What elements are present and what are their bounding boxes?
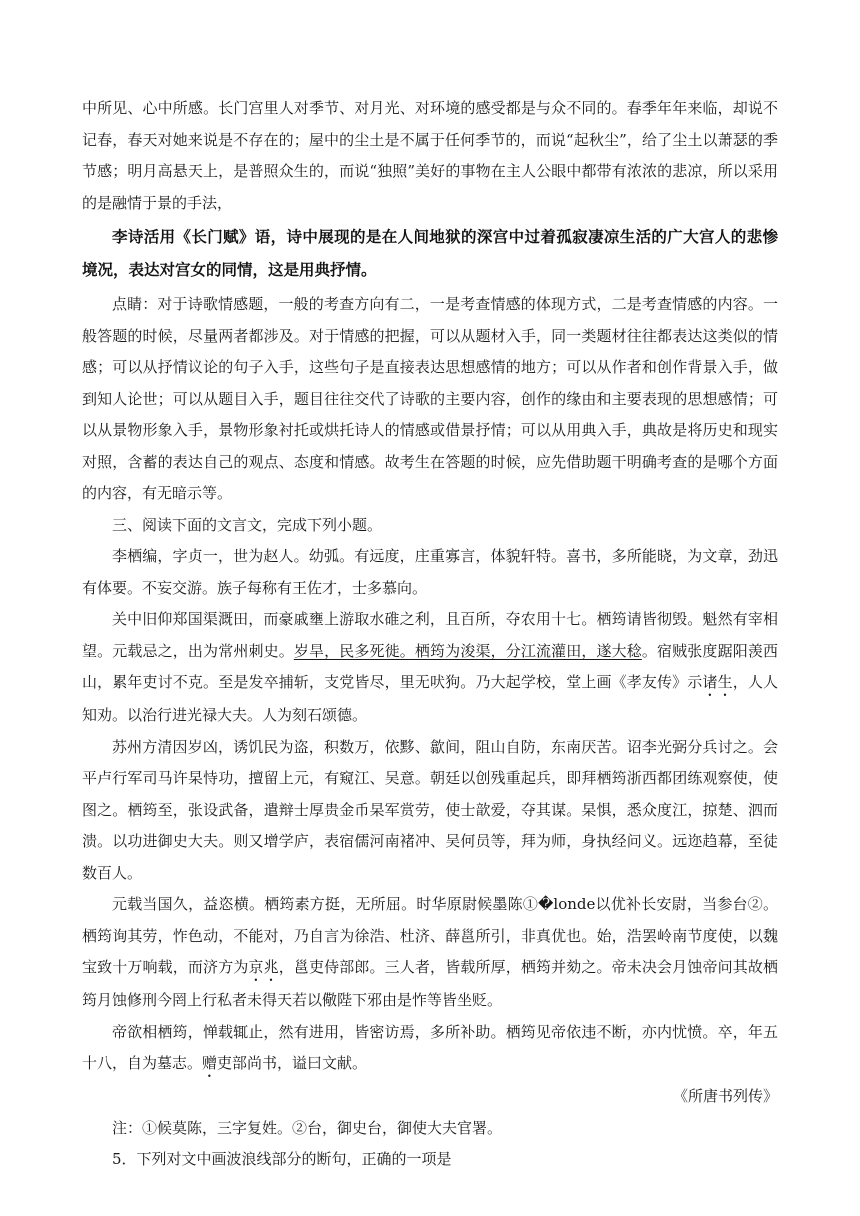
passage-text: 元载当国久，益恣横。栖筠素方挺，无所屈。时华原尉候墨陈①�londe以优补长安尉，当参台②。栖筠询其劳，怍色动，不能对，乃自言为徐浩、杜济、薛邕所引，非真优也。始，浩罢岭南节度使，以魏宝致十万响载，而济方为 xyxy=(82,895,778,976)
passage-paragraph-5 xyxy=(82,1017,778,1082)
document-body xyxy=(82,93,778,1176)
passage-text: 帝欲相栖筠，惮载辄止，然有进用，皆密访焉，多所补助。栖筠见帝依违不断，亦内忧愤。卒，年五十八，自为墓志。 xyxy=(82,1022,778,1072)
passage-text: ，人人知劝。以治行进光禄大夫。人为刻石颂德。 xyxy=(82,673,778,724)
section-heading-classical-reading: 三、阅读下面的文言文，完成下列小题。 xyxy=(112,515,383,534)
underlined-sentence: 岁旱，民多死徙。栖筠为浚渠，分江流灌田，遂大稔 xyxy=(293,641,642,660)
paragraph-allusion-analysis: 李诗活用《长门赋》语，诗中展现的是在人间地狱的深宫中过着孤寂凄凉生活的广大宫人的悲惨境况，表达对宫女的同情，这是用典抒情。 xyxy=(82,228,778,279)
passage-source: 《所唐书列传》 xyxy=(672,1087,778,1105)
passage-paragraph-3: 苏州方清因岁凶，诱饥民为盗，积数万，依黟、歙间，阻山自防，东南厌苦。诏李光弼分兵讨之。会平卢行军司马许杲恃功，擅留上元，有窥江、吴意。朝廷以创残重起兵，即拜栖筠浙西都团练观察使，使图之。栖筠至，张设武备，遣辩士厚贵金币杲军赏劳，使士歆爱，夺其谋。杲惧，悉众度江，掠楚、泗而溃。以功进御史大夫。则又增学庐，表宿儒河南褚冲、吴何员等，拜为师，身执经问义。远迩趋幕，至徒数百人。 xyxy=(82,737,778,882)
passage-paragraph-2 xyxy=(82,604,778,732)
question-5: 5．下列对文中画波浪线部分的断句，正确的一项是 xyxy=(112,1150,452,1168)
footnote: 注：①候莫陈，三字复姓。②台，御史台，御使大夫官署。 xyxy=(112,1118,503,1137)
passage-text: ，邕吏侍部郎。三人者，皆载所厚，栖筠并劾之。帝未决会月蚀帝问其故栖筠月蚀修刑今罔上行私者未得天若以儆陛下邪由是怍等皆坐贬。 xyxy=(82,958,778,1009)
passage-paragraph-1: 李栖编，字贞一，世为赵人。幼弧。有远度，庄重寡言，体貌轩特。喜书，多所能晓，为文章，劲迅有体要。不妄交游。族子每称有王佐才，士多慕向。 xyxy=(82,547,778,597)
emphasized-word: 赠 xyxy=(202,1054,218,1072)
paragraph-scene-analysis: 中所见、心中所感。长门宫里人对季节、对月光、对环境的感受都是与众不同的。春季年年来临，却说不记春，春天对她来说是不存在的；屋中的尘土是不属于任何季节的，而说“起秋尘”，给了尘土以萧瑟的季节感；明月高悬天上，是普照众生的，而说“独照”美好的事物在主人公眼中都带有浓浓的悲凉，所以采用的是融情于景的手法， xyxy=(82,99,778,212)
passage-text: 吏部尚书，谥曰文献。 xyxy=(217,1054,368,1072)
emphasized-word: 京兆 xyxy=(248,958,279,976)
paragraph-key-point: 点睛：对于诗歌情感题，一般的考查方向有二，一是考查情感的体现方式，二是考查情感的内容。一般答题的时候，尽量两者都涉及。对于情感的把握，可以从题材入手，同一类题材往往都表达这类似的情感；可以从抒情议论的句子入手，这些句子是直接表达思想感情的地方；可以从作者和创作背景入手，做到知人论世；可以从题目入手，题目往往交代了诗歌的主要内容，创作的缘由和主要表现的思想感情；可以从景物形象入手，景物形象衬托或烘托诗人的情感或借景抒情；可以从用典入手，典故是将历史和现实对照，含蓄的表达自己的观点、态度和情感。故考生在答题的时候，应先借助题干明确考查的是哪个方面的内容，有无暗示等。 xyxy=(82,295,778,502)
emphasized-word: 诸生 xyxy=(702,673,733,691)
passage-text: 。宿贼张度踞阳羡西山，累年吏讨不克。至是发卒捕斩，支党皆尽，里无吠狗。乃大起学校，堂上画《孝友传》示 xyxy=(82,641,778,691)
passage-paragraph-4 xyxy=(82,889,778,1017)
passage-text: 关中旧仰郑国渠溉田，而豪戚壅上游取水碓之利，且百所，夺农用十七。栖筠请皆彻毁。魁然有宰相望。元载忌之，出为常州刺史。 xyxy=(82,610,778,660)
